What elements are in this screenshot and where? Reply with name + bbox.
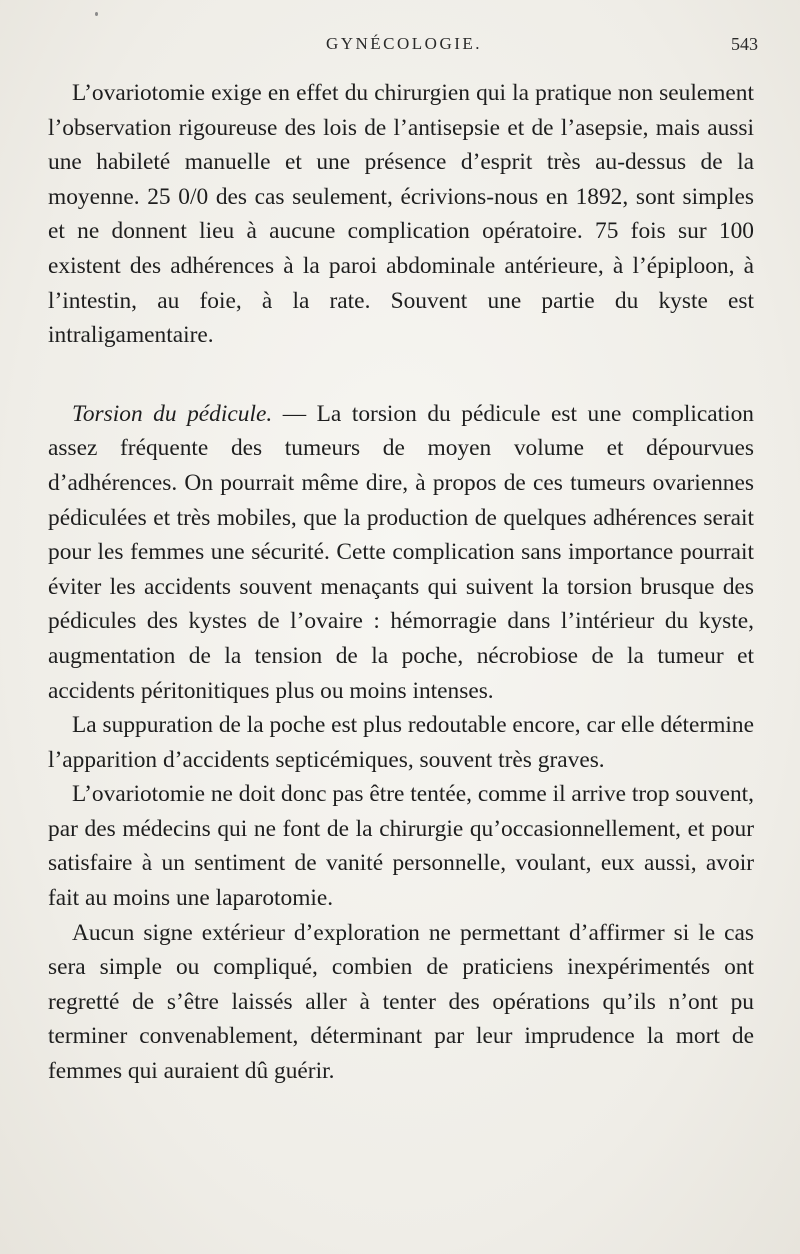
paragraph-text: — La torsion du pédicule est une complication assez fréquente des tumeurs de moyen volume et dépourvues d’adhérences. On pourrait même dire, à propos de ces tumeurs ovariennes pédiculées et très mobiles, que la production de quelques adhérences serait pour les femmes une sécurité. Cette complication sans importance pourrait éviter les accidents souvent menaçants qui suivent la torsion brusque des pédicules des kystes de l’ovaire : hémorragie dans l’intérieur du kyste, augmentation de la tension de la poche, nécrobiose de la tumeur et accidents péritonitiques plus ou moins intenses. [48,400,754,704]
running-head [50,34,758,58]
ink-speck [95,12,98,16]
paragraph-text: La suppuration de la poche est plus redoutable encore, car elle détermine l’apparition d’accidents septicémiques, souvent très graves. [48,712,754,773]
paragraph-inexperienced-practitioners [48,916,754,1089]
section-heading-italic: Torsion du pédicule. [72,400,273,427]
paragraph-text: L’ovariotomie ne doit donc pas être tentée, comme il arrive trop souvent, par des médecins qui ne font de la chirurgie qu’occasionnellement, et pour satisfaire à un sentiment de vanité personnelle, voulant, eux aussi, avoir fait au moins une laparotomie. [48,781,754,912]
paragraph-suppuration [48,708,754,777]
running-title: GYNÉCOLOGIE. [325,34,483,53]
paragraph-text: L’ovariotomie exige en effet du chirurgien qui la pratique non seulement l’observation rigoureuse des lois de l’antisepsie et de l’asepsie, mais aussi une habileté manuelle et une présence d’esprit très au-dessus de la moyenne. 25 0/0 des cas seulement, écrivions-nous en 1892, sont simples et ne donnent lieu à aucune complication opératoire. 75 fois sur 100 existent des adhérences à la paroi abdominale antérieure, à l’épiploon, à l’intestin, au foie, à la rate. Souvent une partie du kyste est intraligamentaire. [48,80,754,349]
paragraph-ovariotomy-requirements [48,76,754,353]
page-number: 543 [731,34,758,54]
paragraph-text: Aucun signe extérieur d’exploration ne permettant d’affirmer si le cas sera simple ou compliqué, combien de praticiens inexpérimentés ont regretté de s’être laissés aller à tenter des opérations qu’ils n’ont pu terminer convenablement, déterminant par leur imprudence la mort de femmes qui auraient dû guérir. [48,919,754,1085]
body-text [48,76,754,1089]
paragraph-occasional-surgeons [48,777,754,915]
paragraph-pedicle-torsion [48,397,754,708]
